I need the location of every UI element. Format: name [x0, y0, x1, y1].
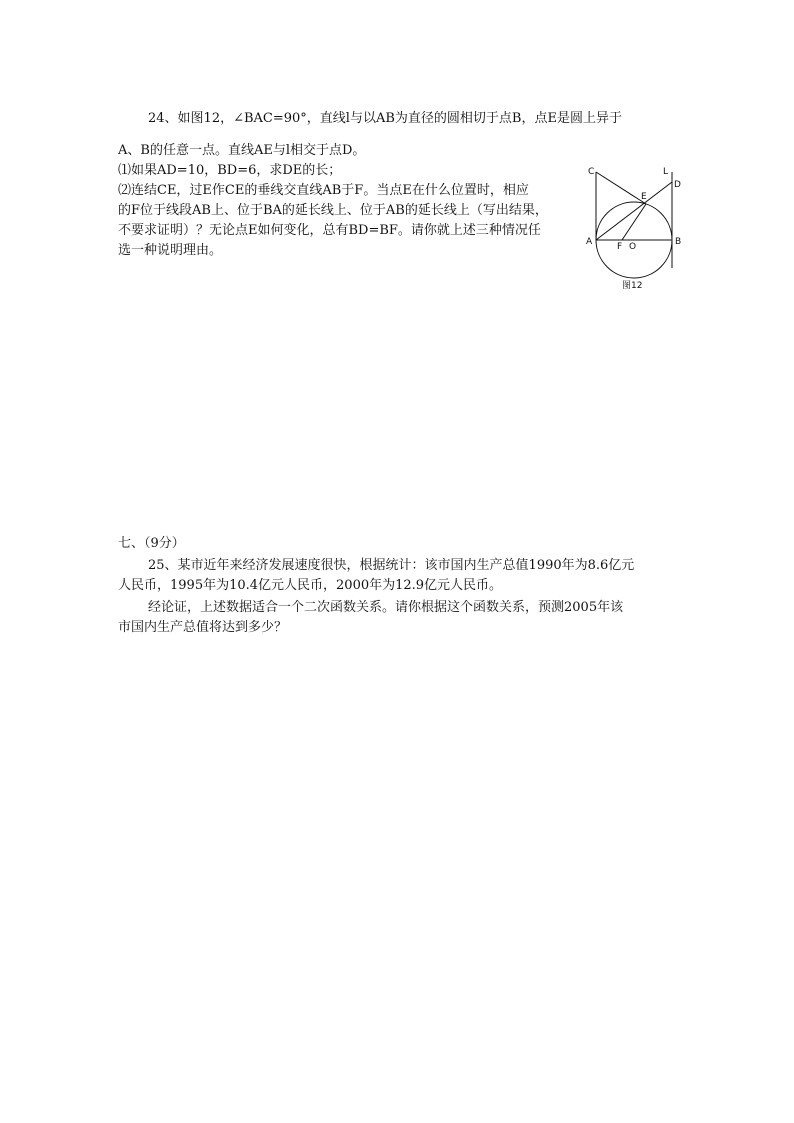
label-c: C — [588, 167, 595, 177]
segment-ef — [622, 204, 646, 240]
question-2-line2: 的F位于线段AB上、位于BA的延长线上、位于AB的延长线上（写出结果， — [118, 203, 548, 218]
problem24-line2: A、B的任意一点。直线AE与l相交于点D。 — [118, 143, 366, 158]
label-a: A — [586, 237, 593, 247]
label-f: F — [617, 242, 623, 252]
question-2-line1: ⑵连结CE，过E作CE的垂线交直线AB于F。当点E在什么位置时，相应 — [118, 183, 529, 198]
problem25-line1: 25、某市近年来经济发展速度很快，根据统计：该市国内生产总值1990年为8.6亿元 — [148, 558, 635, 573]
problem25-line2: 人民币，1995年为10.4亿元人民币，2000年为12.9亿元人民币。 — [118, 578, 503, 593]
label-l: L — [663, 167, 669, 177]
label-o: O — [629, 242, 637, 252]
question-2-line3: 不要求证明）？无论点E如何变化，总有BD=BF。请你就上述三种情况任 — [118, 223, 541, 238]
label-b: B — [675, 237, 682, 247]
label-e: E — [641, 192, 647, 202]
label-d: D — [674, 180, 681, 190]
question-1: ⑴如果AD=10，BD=6，求DE的长； — [118, 163, 342, 178]
problem25-line4: 市国内生产总值将达到多少？ — [118, 620, 288, 635]
figure-caption: 图12 — [622, 281, 643, 291]
section-heading: 七、（9分） — [118, 536, 185, 551]
segment-ad — [596, 182, 672, 240]
problem24-line1: 24、如图12，∠BAC=90°，直线l与以AB为直径的圆相切于点B，点E是圆上异于 — [148, 111, 622, 126]
segment-ce — [596, 172, 646, 204]
geometry-figure-12 — [582, 160, 692, 296]
question-2-line4: 选一种说明理由。 — [118, 243, 223, 258]
problem25-line3: 经论证，上述数据适合一个二次函数关系。请你根据这个函数关系，预测2005年该 — [148, 600, 624, 615]
